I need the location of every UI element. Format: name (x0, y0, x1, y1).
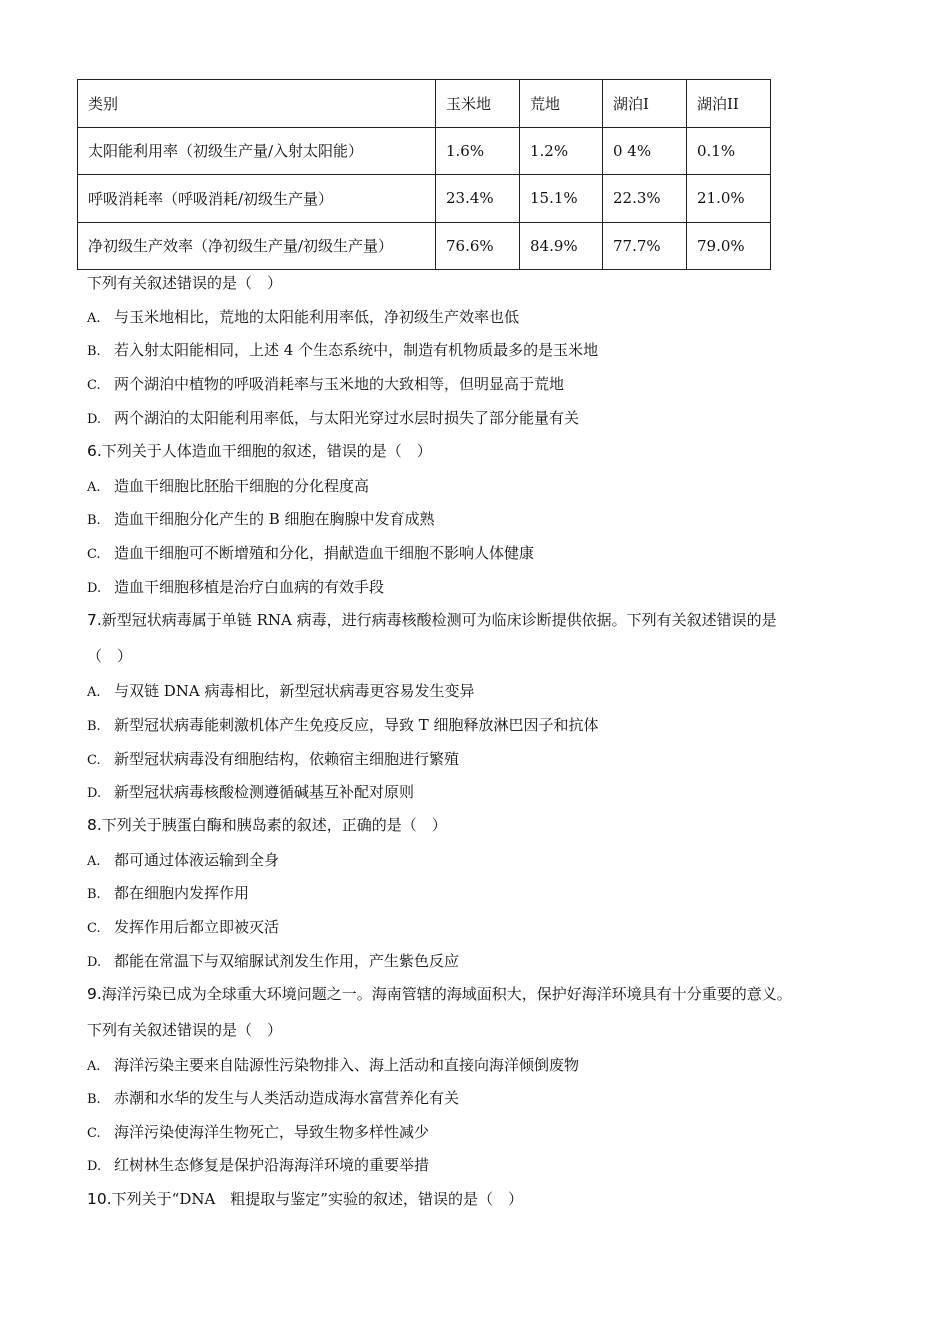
q10-stem (87, 1189, 523, 1209)
option-letter: A. (87, 311, 101, 326)
q7-option-d (87, 782, 414, 804)
table-cell: 23.4% (436, 175, 520, 223)
q7-option-b (87, 715, 599, 737)
table-header-cell: 荒地 (520, 80, 603, 128)
question-text: 下列关于“DNA 粗提取与鉴定”实验的叙述，错误的是（ ） (111, 1190, 523, 1208)
table-cell: 0.1% (687, 127, 771, 175)
option-letter: C. (87, 378, 101, 393)
option-letter: D. (87, 1159, 102, 1174)
option-letter: C. (87, 753, 101, 768)
q6-option-b (87, 509, 435, 531)
q9-option-b (87, 1088, 459, 1110)
table-row (78, 222, 771, 270)
q7-option-c (87, 749, 459, 771)
q5-option-b (87, 340, 598, 362)
option-text: 海洋污染主要来自陆源性污染物排入、海上活动和直接向海洋倾倒废物 (114, 1056, 580, 1074)
option-text: 都可通过体液运输到全身 (114, 851, 280, 869)
table-cell: 79.0% (687, 222, 771, 270)
table-cell: 呼吸消耗率（呼吸消耗/初级生产量） (78, 175, 436, 223)
option-letter: D. (87, 581, 102, 596)
option-letter: A. (87, 1059, 101, 1074)
table-cell: 84.9% (520, 222, 603, 270)
q6-option-c (87, 543, 534, 565)
option-letter: D. (87, 955, 102, 970)
option-text: 赤潮和水华的发生与人类活动造成海水富营养化有关 (114, 1089, 460, 1107)
option-letter: B. (87, 719, 101, 734)
option-letter: B. (87, 513, 101, 528)
table-cell: 22.3% (603, 175, 687, 223)
option-text: 海洋污染使海洋生物死亡，导致生物多样性减少 (114, 1123, 430, 1141)
question-text: 下列关于人体造血干细胞的叙述，错误的是（ ） (101, 442, 432, 460)
table-header-cell: 湖泊I (603, 80, 687, 128)
option-text: 若入射太阳能相同，上述 4 个生态系统中，制造有机物质最多的是玉米地 (114, 341, 599, 359)
q5-option-c (87, 374, 564, 396)
option-text: 新型冠状病毒核酸检测遵循碱基互补配对原则 (114, 783, 415, 801)
question-number: 8. (87, 816, 102, 834)
q7-stem (87, 610, 777, 630)
question-text: 下列关于胰蛋白酶和胰岛素的叙述，正确的是（ ） (101, 816, 447, 834)
option-letter: D. (87, 412, 102, 427)
question-number: 7. (87, 611, 102, 629)
table-row (78, 127, 771, 175)
q5-option-a (87, 307, 519, 329)
table-header-cell: 玉米地 (436, 80, 520, 128)
q8-option-b (87, 883, 249, 905)
q9-option-a (87, 1055, 579, 1077)
table-cell: 太阳能利用率（初级生产量/入射太阳能） (78, 127, 436, 175)
option-text: 造血干细胞可不断增殖和分化，捐献造血干细胞不影响人体健康 (114, 544, 535, 562)
q8-option-c (87, 917, 279, 939)
table-header-cell: 类别 (78, 80, 436, 128)
q5-stem: 下列有关叙述错误的是（ ） (87, 274, 283, 292)
table-cell: 净初级生产效率（净初级生产量/初级生产量） (78, 222, 436, 270)
option-text: 与双链 DNA 病毒相比，新型冠状病毒更容易发生变异 (114, 682, 475, 700)
q9-stem (87, 984, 792, 1004)
option-letter: B. (87, 344, 101, 359)
q6-option-d (87, 577, 384, 599)
option-text: 新型冠状病毒没有细胞结构，依赖宿主细胞进行繁殖 (114, 750, 460, 768)
q6-option-a (87, 476, 369, 498)
question-text: 新型冠状病毒属于单链 RNA 病毒，进行病毒核酸检测可为临床诊断提供依据。下列有关叙述错误的是 (101, 611, 777, 629)
table-header-cell: 湖泊II (687, 80, 771, 128)
question-number: 6. (87, 442, 102, 460)
table-cell: 1.6% (436, 127, 520, 175)
option-text: 造血干细胞比胚胎干细胞的分化程度高 (114, 477, 370, 495)
question-number: 9. (87, 985, 102, 1003)
option-text: 两个湖泊的太阳能利用率低，与太阳光穿过水层时损失了部分能量有关 (114, 409, 580, 427)
data-table (77, 79, 771, 270)
q7-stem-continued: （ ） (87, 647, 133, 665)
table-cell: 0 4% (603, 127, 687, 175)
table-cell: 77.7% (603, 222, 687, 270)
option-text: 与玉米地相比，荒地的太阳能利用率低，净初级生产效率也低 (114, 308, 520, 326)
table-row (78, 175, 771, 223)
option-letter: B. (87, 887, 101, 902)
option-letter: C. (87, 547, 101, 562)
q8-option-d (87, 951, 459, 973)
q7-option-a (87, 681, 475, 703)
option-letter: A. (87, 480, 101, 495)
question-number: 10. (87, 1190, 112, 1208)
q9-option-d (87, 1155, 429, 1177)
option-letter: C. (87, 1126, 101, 1141)
option-text: 发挥作用后都立即被灭活 (114, 918, 280, 936)
option-letter: A. (87, 685, 101, 700)
table-header-row (78, 80, 771, 128)
q5-option-d (87, 408, 579, 430)
q8-stem (87, 815, 447, 835)
option-text: 造血干细胞分化产生的 B 细胞在胸腺中发育成熟 (114, 510, 435, 528)
option-letter: D. (87, 786, 102, 801)
option-text: 都在细胞内发挥作用 (114, 884, 250, 902)
q6-stem (87, 441, 432, 461)
table-cell: 76.6% (436, 222, 520, 270)
option-text: 造血干细胞移植是治疗白血病的有效手段 (114, 578, 385, 596)
q8-option-a (87, 850, 279, 872)
option-text: 红树林生态修复是保护沿海海洋环境的重要举措 (114, 1156, 430, 1174)
option-letter: B. (87, 1092, 101, 1107)
question-text: 海洋污染已成为全球重大环境问题之一。海南管辖的海域面积大，保护好海洋环境具有十分重要的意义。 (101, 985, 792, 1003)
table-cell: 1.2% (520, 127, 603, 175)
option-text: 都能在常温下与双缩脲试剂发生作用，产生紫色反应 (114, 952, 460, 970)
option-letter: A. (87, 854, 101, 869)
q9-option-c (87, 1122, 429, 1144)
option-text: 两个湖泊中植物的呼吸消耗率与玉米地的大致相等，但明显高于荒地 (114, 375, 565, 393)
option-text: 新型冠状病毒能刺激机体产生免疫反应，导致 T 细胞释放淋巴因子和抗体 (114, 716, 599, 734)
q9-stem-continued: 下列有关叙述错误的是（ ） (87, 1021, 283, 1039)
table-cell: 21.0% (687, 175, 771, 223)
table-cell: 15.1% (520, 175, 603, 223)
option-letter: C. (87, 921, 101, 936)
